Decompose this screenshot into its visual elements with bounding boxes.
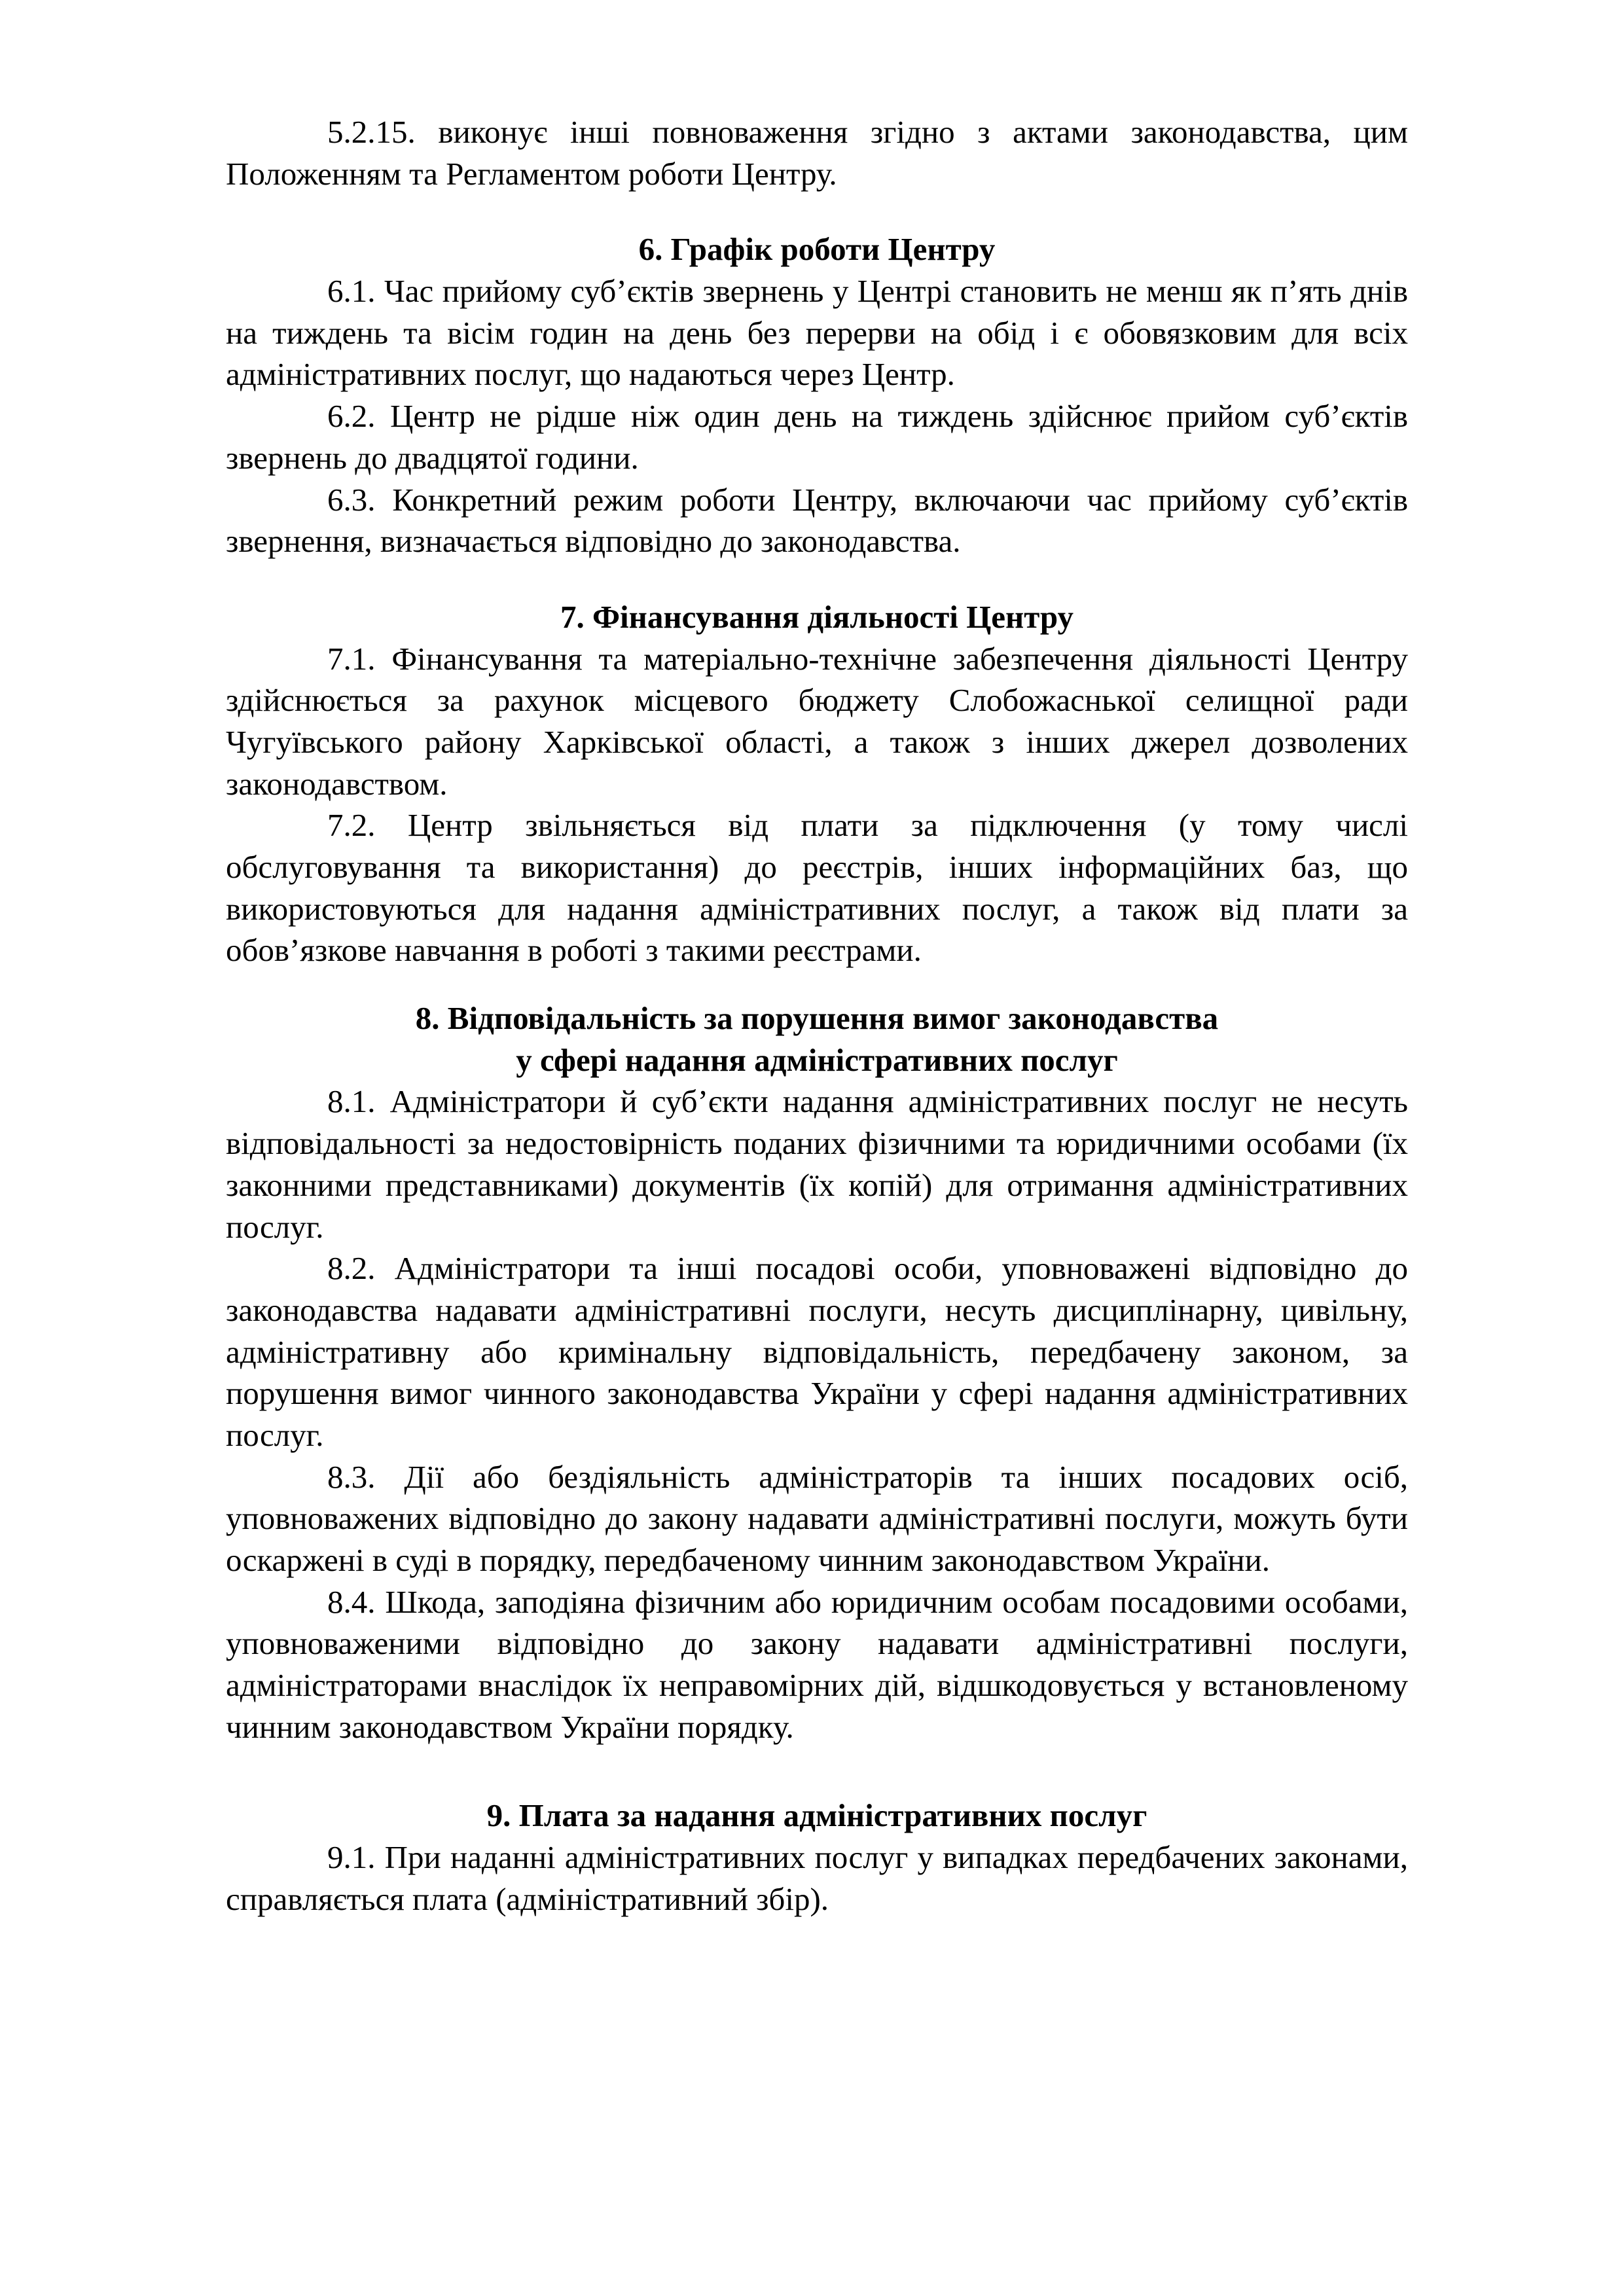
heading-section-9: 9. Плата за надання адміністративних послуг: [486, 1797, 1147, 1834]
heading-section-7: 7. Фінансування діяльності Центру: [560, 598, 1074, 635]
spacer: [226, 971, 1408, 997]
spacer: [226, 1748, 1408, 1795]
document-body: [226, 111, 1408, 1920]
paragraph-8-3: 8.3. Дії або бездіяльність адміністраторів та інших посадових осіб, уповноважених відповідно до закону надавати адміністративні послуги, можуть бути оскаржені в суді в порядку, передбаченому чинним законодавством України.: [226, 1458, 1408, 1578]
paragraph-6-2: 6.2. Центр не рідше ніж один день на тиждень здійснює прийом суб’єктів звернень до двадцятої години.: [226, 398, 1408, 476]
heading-section-8-line-1: 8. Відповідальність за порушення вимог законодавства: [415, 1000, 1219, 1037]
paragraph-8-2: 8.2. Адміністратори та інші посадові особи, уповноважені відповідно до законодавства надавати адміністративні послуги, несуть дисциплінарну, цивільну, адміністративну або кримінальну відповідальність, передбачену законом, за порушення вимог чинного законодавства України у сфері надання адміністративних послуг.: [226, 1250, 1408, 1453]
paragraph-7-1: 7.1. Фінансування та матеріально-технічне забезпечення діяльності Центру здійснюється за рахунок місцевого бюджету Слобожаснької селищної ради Чугуївського району Харківської області, а також з інших джерел дозволених законодавством.: [226, 640, 1408, 802]
paragraph-7-2: 7.2. Центр звільняється від плати за підключення (у тому числі обслуговування та використання) до реєстрів, інших інформаційних баз, що використовуються для надання адміністративних послуг, а також від плати за обов’язкове навчання в роботі з такими реєстрами.: [226, 807, 1408, 969]
heading-section-8-line-2: у сфері надання адміністративних послуг: [516, 1041, 1118, 1078]
paragraph-9-1: 9.1. При наданні адміністративних послуг у випадках передбачених законами, справляється плата (адміністративний збір).: [226, 1839, 1408, 1917]
paragraph-6-1: 6.1. Час прийому суб’єктів звернень у Центрі становить не менш як п’ять днів на тиждень та вісім годин на день без перерви на обід і є обовязковим для всіх адміністративних послуг, що надаються через Центр.: [226, 273, 1408, 393]
paragraph-8-4: 8.4. Шкода, заподіяна фізичним або юридичним особам посадовими особами, уповноваженими відповідно до закону надавати адміністративні послуги, адміністраторами внаслідок їх неправомірних дій, відшкодовується у встановленому чинним законодавством України порядку.: [226, 1583, 1408, 1745]
paragraph-5-2-15: 5.2.15. виконує інші повноваження згідно з актами законодавства, цим Положенням та Регламентом роботи Центру.: [226, 114, 1408, 192]
heading-section-6: 6. Графік роботи Центру: [638, 231, 996, 268]
spacer: [226, 194, 1408, 228]
spacer: [226, 562, 1408, 596]
paragraph-8-1: 8.1. Адміністратори й суб’єкти надання адміністративних послуг не несуть відповідальності за недостовірність поданих фізичними та юридичними особами (їх законними представниками) документів (їх копій) для отримання адміністративних послуг.: [226, 1083, 1408, 1245]
paragraph-6-3: 6.3. Конкретний режим роботи Центру, включаючи час прийому суб’єктів звернення, визначається відповідно до законодавства.: [226, 481, 1408, 560]
